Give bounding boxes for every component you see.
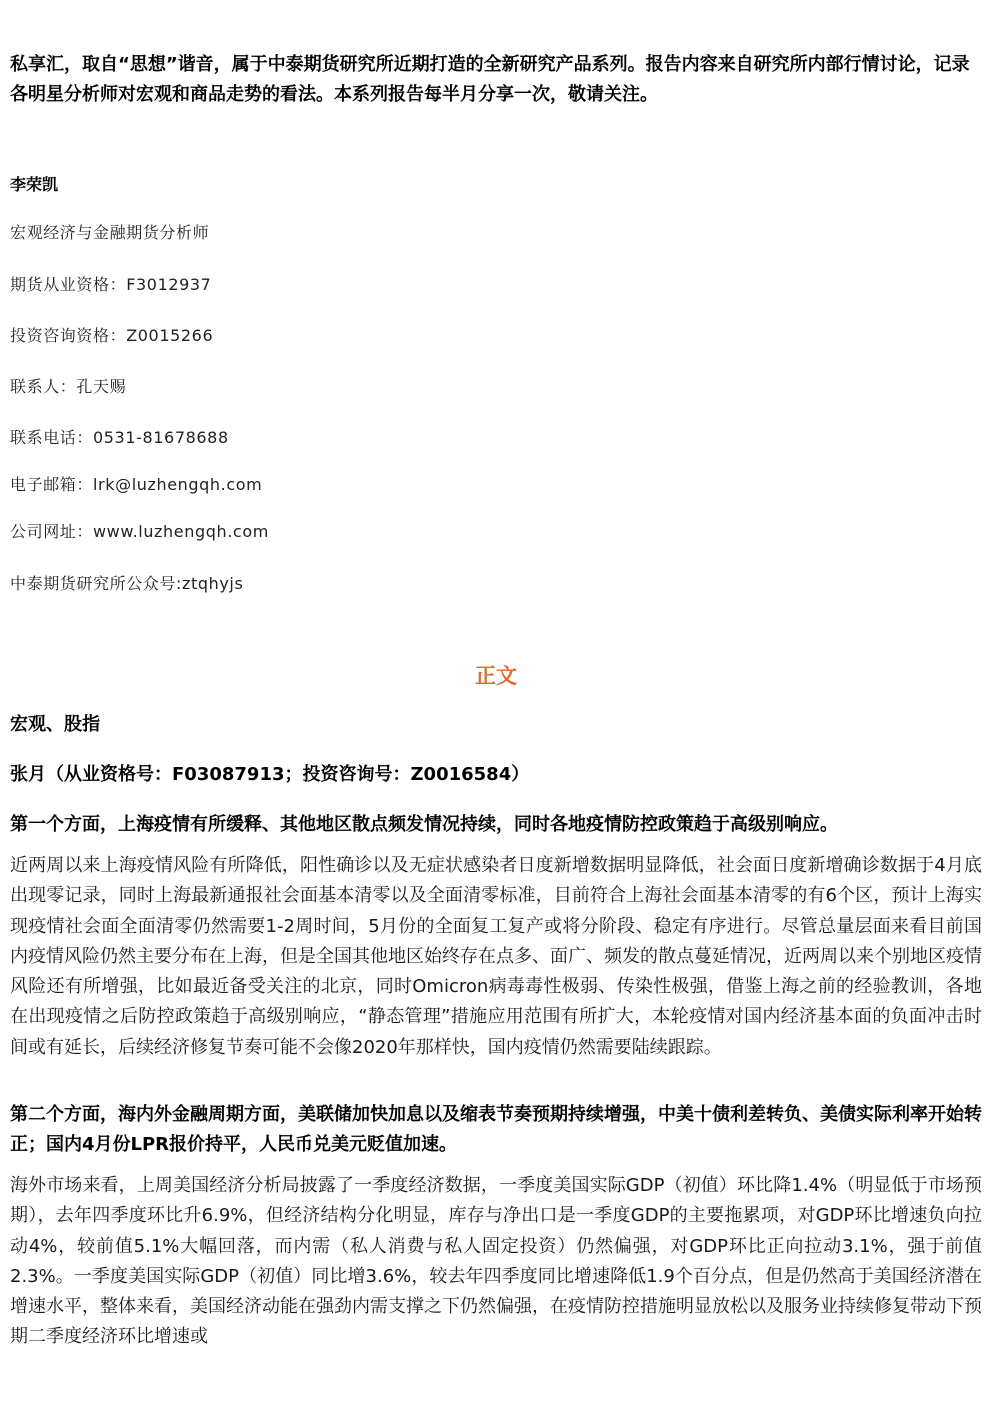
analyst-heading: 张月（从业资格号：F03087913；投资咨询号：Z0016584）: [10, 764, 530, 785]
company-website[interactable]: 公司网址：www.luzhengqh.com: [10, 522, 269, 541]
investment-qualification: 投资咨询资格：Z0015266: [10, 326, 214, 345]
author-name: 李荣凯: [10, 175, 59, 194]
contact-phone: 联系电话：0531-81678688: [10, 428, 229, 447]
section-title: 正文: [475, 664, 517, 688]
author-title: 宏观经济与金融期货分析师: [10, 223, 210, 242]
point2-paragraph: 海外市场来看，上周美国经济分析局披露了一季度经济数据，一季度美国实际GDP（初值）环比降1.4%（明显低于市场预期），去年四季度环比升6.9%，但经济结构分化明显，库存与净出口是一季度GDP的主要拖累项，对GDP环比增速负向拉动4%，较前值5.1%大幅回落，而内需（私人消费与私人固定投资）仍然偏强，对GDP环比正向拉动3.1%，强于前值2.3%。一季度美国实际GDP（初值）同比增3.6%，较去年四季度同比增速降低1.9个百分点，但是仍然高于美国经济潜在增速水平，整体来看，美国经济动能在强劲内需支撑之下仍然偏强，在疫情防控措施明显放松以及服务业持续修复带动下预期二季度经济环比增速或: [10, 1175, 982, 1348]
point1-paragraph: 近两周以来上海疫情风险有所降低，阳性确诊以及无症状感染者日度新增数据明显降低，社会面日度新增确诊数据于4月底出现零记录，同时上海最新通报社会面基本清零以及全面清零标准，目前符合上海社会面基本清零的有6个区，预计上海实现疫情社会面全面清零仍然需要1-2周时间，5月份的全面复工复产或将分阶段、稳定有序进行。尽管总量层面来看目前国内疫情风险仍然主要分布在上海，但是全国其他地区始终存在点多、面广、频发的散点蔓延情况，近两周以来个别地区疫情风险还有所增强，比如最近备受关注的北京，同时Omicron病毒毒性极弱、传染性极强，借鉴上海之前的经验教训，各地在出现疫情之后防控政策趋于高级别响应，“静态管理”措施应用范围有所扩大，本轮疫情对国内经济基本面的负面冲击时间或有延长，后续经济修复节奏可能不会像2020年那样快，国内疫情仍然需要陆续跟踪。: [10, 855, 982, 1058]
point2-heading: 第二个方面，海内外金融周期方面，美联储加快加息以及缩表节奏预期持续增强，中美十债利差转负、美债实际利率开始转正；国内4月份LPR报价持平，人民币兑美元贬值加速。: [10, 1104, 982, 1155]
futures-qualification: 期货从业资格：F3012937: [10, 275, 212, 294]
intro-paragraph: 私享汇，取自“思想”谐音，属于中泰期货研究所近期打造的全新研究产品系列。报告内容来自研究所内部行情讨论，记录各明星分析师对宏观和商品走势的看法。本系列报告每半月分享一次，敬请关注。: [10, 54, 970, 105]
contact-person: 联系人：孔天赐: [10, 377, 127, 396]
contact-email[interactable]: 电子邮箱：lrk@luzhengqh.com: [10, 475, 263, 494]
point1-heading: 第一个方面，上海疫情有所缓释、其他地区散点频发情况持续，同时各地疫情防控政策趋于高级别响应。: [10, 814, 838, 835]
category-heading: 宏观、股指: [10, 714, 100, 735]
wechat-account: 中泰期货研究所公众号:ztqhyjs: [10, 574, 244, 593]
